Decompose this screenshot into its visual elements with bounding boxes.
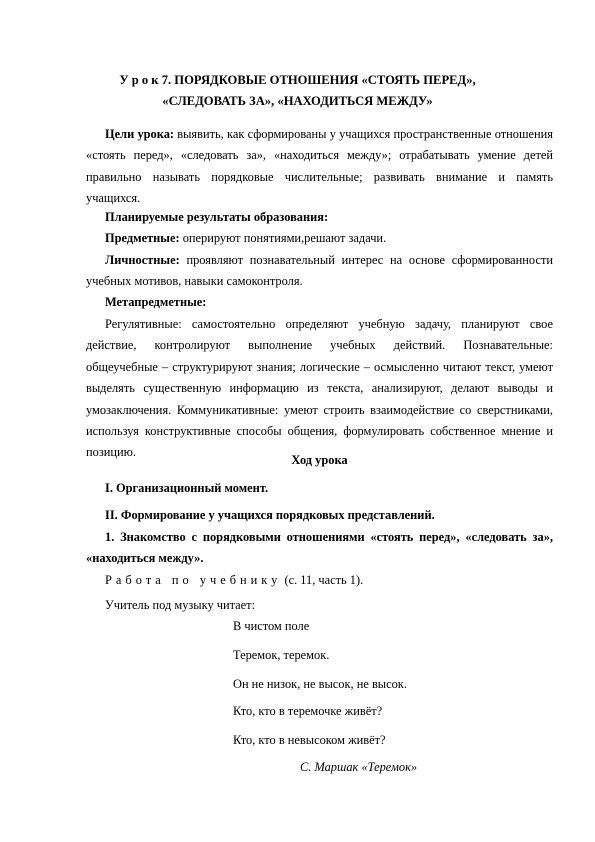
work-line [86, 570, 553, 591]
personal-results [86, 250, 553, 293]
poem-line: Кто, кто в невысоком живёт? [233, 733, 386, 747]
results-heading: Планируемые результаты образования: [105, 210, 329, 224]
teacher-line: Учитель под музыку читает: [105, 598, 256, 612]
personal-label: Личностные: [105, 253, 180, 267]
goals-paragraph [86, 124, 553, 210]
lesson-title [60, 70, 535, 112]
poem-line: Он не низок, не высок, не высок. [233, 677, 407, 691]
personal-text: проявляют познавательный интерес на основе сформированности учебных мотивов, навыки самоконтроля. [86, 253, 553, 289]
section-2: II. Формирование у учащихся порядковых представлений. [105, 508, 435, 522]
subject-label: Предметные: [105, 231, 180, 245]
work-rest-text: (с. 11, часть 1). [281, 573, 364, 587]
poem-line: Кто, кто в теремочке живёт? [233, 704, 383, 718]
goals-label: Цели урока: [105, 127, 175, 141]
goals-text: выявить, как сформированы у учащихся пространственные отношения «стоять перед», «следовать за», «находиться между»; отрабатывать умение детей правильно называть порядковые числительные; развивать внимание и память учащихся. [86, 127, 553, 206]
subject-text: оперируют понятиями,решают задачи. [179, 231, 387, 245]
meta-paragraph: Регулятивные: самостоятельно определяют учебную задачу, планируют свое действие, контролируют выполнение учебных действий. Познавательные: общеучебные – структурируют знания; логические – осмысленно читают текст, умеют выделять существенную информацию из текста, анализируют, делают выводы и умозаключения. Коммуникативные: умеют строить взаимодействие со сверстниками, используя конструктивные способы общения, формулировать собственное мнение и позицию. [86, 317, 553, 460]
lesson-title-line-2: «СЛЕДОВАТЬ ЗА», «НАХОДИТЬСЯ МЕЖДУ» [162, 94, 433, 108]
item-1: 1. Знакомство с порядковыми отношениями «стоять перед», «следовать за», «находиться между». [86, 530, 553, 566]
lesson-title-line-1: У р о к 7. ПОРЯДКОВЫЕ ОТНОШЕНИЯ «СТОЯТЬ ПЕРЕД», [119, 73, 476, 87]
poem-line: Теремок, теремок. [233, 648, 330, 662]
subject-results [86, 228, 553, 249]
work-spaced-text: Работа по учебнику [105, 573, 282, 587]
section-1: I. Организационный момент. [105, 481, 269, 495]
meta-heading: Метапредметные: [105, 295, 207, 309]
poem-line: В чистом поле [233, 619, 310, 633]
lesson-heading: Ход урока [291, 453, 348, 467]
poem-signature: С. Маршак «Теремок» [300, 760, 418, 774]
